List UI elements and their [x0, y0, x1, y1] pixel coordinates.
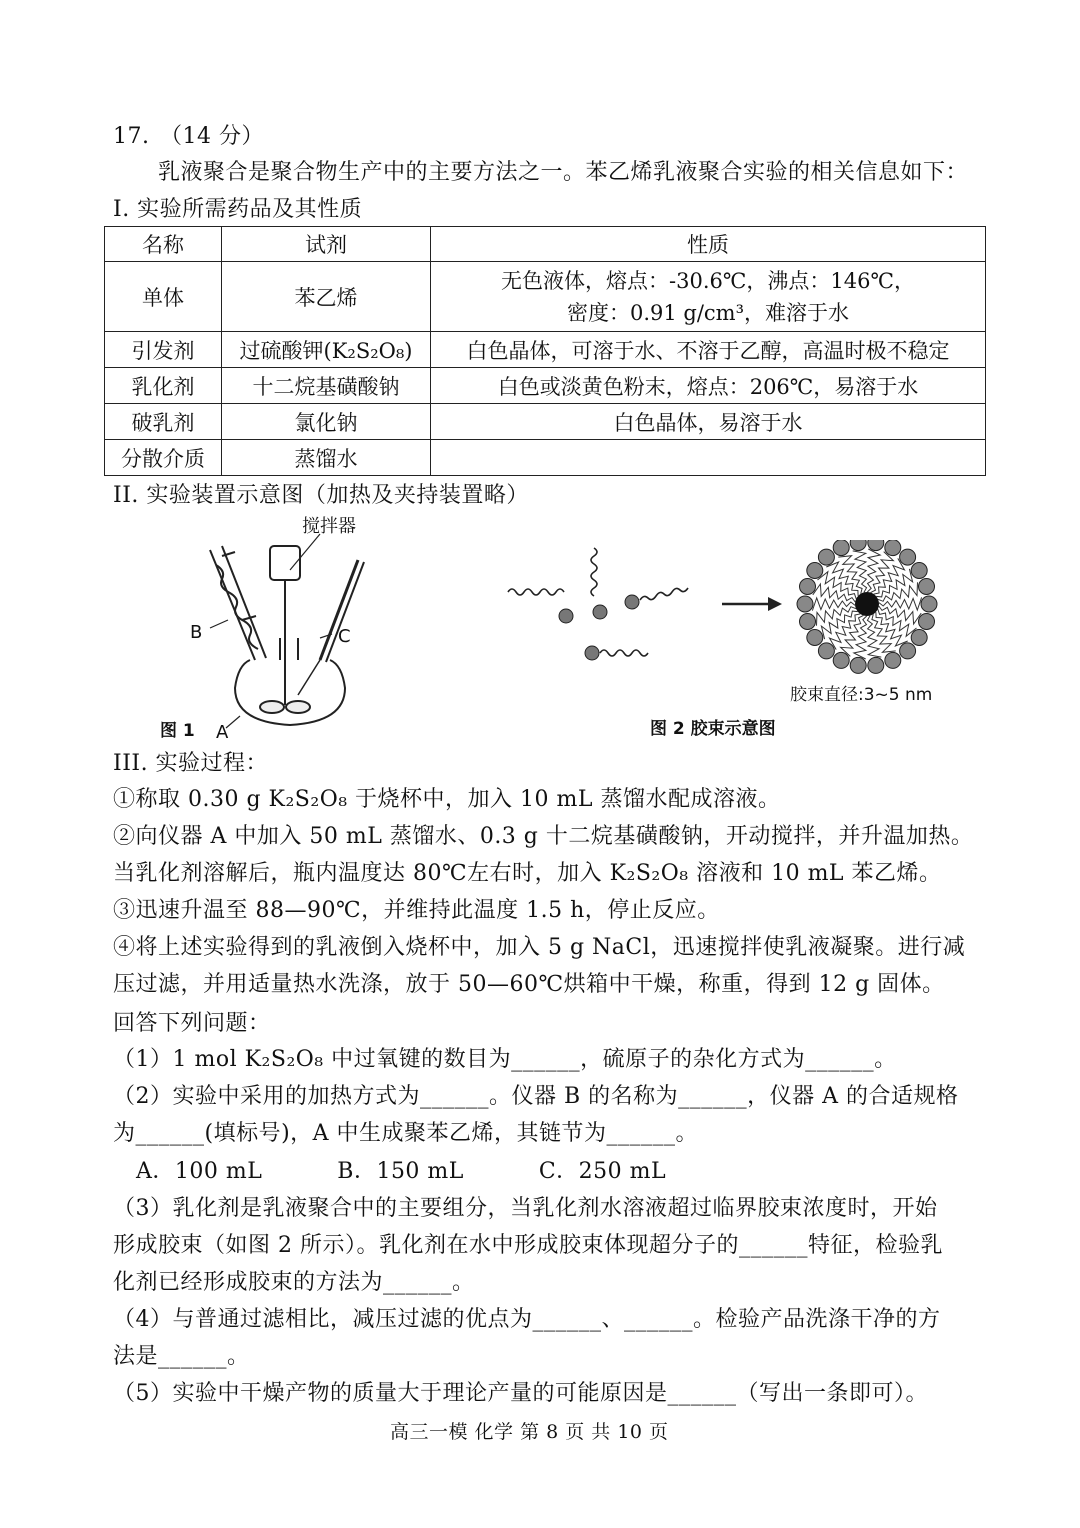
micelle-diameter-label: 胶束直径:3~5 nm: [790, 685, 933, 705]
arrow-head: [768, 597, 782, 611]
cell-name: 乳化剂: [105, 368, 222, 404]
cell-name: 破乳剂: [105, 404, 222, 440]
figure2-caption: 图 2 胶束示意图: [650, 719, 776, 739]
micelle-head: [919, 614, 935, 630]
table-header-row: [105, 227, 986, 262]
micelle-head: [800, 614, 816, 630]
surfactant-tail: [600, 650, 648, 656]
surfactant-tail: [591, 548, 597, 596]
section1-heading: I. 实验所需药品及其性质: [113, 197, 363, 222]
micelle-tail: [878, 582, 918, 601]
question-intro: 乳液聚合是聚合物生产中的主要方法之一。苯乙烯乳液聚合实验的相关信息如下：: [158, 160, 969, 185]
header-props: 性质: [431, 227, 986, 262]
cell-name: 引发剂: [105, 332, 222, 368]
step-line: ④将上述实验得到的乳液倒入烧杯中，加入 5 g NaCl，迅速搅拌使乳液凝聚。进行减: [113, 935, 966, 960]
micelle-head: [900, 549, 916, 565]
micelle-head: [833, 652, 849, 668]
stirrer-label: 搅拌器: [302, 516, 356, 537]
micelle-core: [855, 592, 879, 616]
question-line: （4）与普通过滤相比，减压过滤的优点为______、______。检验产品洗涤干净的方: [113, 1307, 941, 1332]
cell-name: 单体: [105, 262, 222, 332]
surfactant-head: [593, 605, 607, 619]
cell-reagent: 氯化钠: [222, 404, 431, 440]
step-line: ②向仪器 A 中加入 50 mL 蒸馏水、0.3 g 十二烷基磺酸钠，开动搅拌，并升温加热。: [113, 824, 974, 849]
flask-body: [235, 660, 345, 725]
cell-reagent: 苯乙烯: [222, 262, 431, 332]
question-line: （3）乳化剂是乳液聚合中的主要组分，当乳化剂水溶液超过临界胶束浓度时，开始: [113, 1196, 938, 1221]
table-row: [105, 368, 986, 404]
micelle-head: [911, 563, 927, 579]
step-line: 当乳化剂溶解后，瓶内温度达 80℃左右时，加入 K₂S₂O₈ 溶液和 10 mL 苯乙烯。: [113, 861, 942, 886]
reagent-table: [104, 226, 986, 476]
micelle-head: [807, 563, 823, 579]
props-line-1: 无色液体，熔点：-30.6℃，沸点：146℃，: [501, 268, 915, 293]
table-row: [105, 262, 986, 332]
micelle-tail: [838, 556, 862, 594]
table-row: [105, 404, 986, 440]
step-line: 压过滤，并用适量热水洗涤，放于 50—60℃烘箱中干燥，称重，得到 12 g 固体。: [113, 972, 945, 997]
cell-reagent: 十二烷基磺酸钠: [222, 368, 431, 404]
table-row: [105, 332, 986, 368]
micelle: [797, 540, 937, 673]
question-line: （5）实验中干燥产物的质量大于理论产量的可能原因是______（写出一条即可）。: [113, 1381, 928, 1406]
cell-props: [431, 440, 986, 476]
micelle-head: [833, 540, 849, 556]
micelle-tail: [817, 607, 857, 626]
cell-props: 白色或淡黄色粉末，熔点：206℃，易溶于水: [431, 368, 986, 404]
cell-props: [431, 262, 986, 332]
question-line: （1）1 mol K₂S₂O₈ 中过氧键的数目为______，硫原子的杂化方式为______。: [113, 1047, 897, 1072]
micelle-head: [868, 540, 884, 551]
question-line: 形成胶束（如图 2 所示）。乳化剂在水中形成胶束体现超分子的______特征，检验乳: [113, 1233, 943, 1258]
surfactant-head: [625, 595, 639, 609]
micelle-head: [797, 596, 813, 612]
surfactant-head: [559, 609, 573, 623]
apparatus-figure: [180, 510, 380, 740]
cell-props: 白色晶体，可溶于水、不溶于乙醇，高温时极不稳定: [431, 332, 986, 368]
cell-reagent: 蒸馏水: [222, 440, 431, 476]
header-name: 名称: [105, 227, 222, 262]
surfactant-head: [585, 646, 599, 660]
surfactant-tail: [508, 589, 564, 595]
section2-heading: II. 实验装置示意图（加热及夹持装置略）: [113, 483, 529, 508]
micelle-head: [921, 596, 937, 612]
step-line: ③迅速升温至 88—90℃，并维持此温度 1.5 h，停止反应。: [113, 898, 720, 923]
label-B: B: [190, 622, 203, 643]
question-line: 化剂已经形成胶束的方法为______。: [113, 1270, 475, 1295]
label-C: C: [338, 626, 351, 647]
table-row: [105, 440, 986, 476]
question-line: 为______(填标号)，A 中生成聚苯乙烯，其链节为______。: [113, 1121, 699, 1146]
options-line: A．100 mL B．150 mL C．250 mL: [136, 1159, 667, 1184]
micelle-head: [850, 540, 866, 551]
micelle-head: [850, 657, 866, 673]
label-A: A: [216, 722, 229, 743]
micelle-head: [800, 579, 816, 595]
micelle-head: [900, 643, 916, 659]
surfactant-tail: [640, 588, 688, 600]
header-reagent: 试剂: [222, 227, 431, 262]
question-line: 法是______。: [113, 1344, 250, 1369]
question-number: 17.: [113, 124, 150, 149]
micelle-head: [818, 643, 834, 659]
micelle-head: [885, 540, 901, 556]
step-line: ①称取 0.30 g K₂S₂O₈ 于烧杯中，加入 10 mL 蒸馏水配成溶液。: [113, 787, 781, 812]
cell-props: 白色晶体，易溶于水: [431, 404, 986, 440]
micelle-head: [807, 630, 823, 646]
question-line: （2）实验中采用的加热方式为______。仪器 B 的名称为______，仪器 A 的合适规格: [113, 1084, 959, 1109]
props-line-2: 密度：0.91 g/cm³，难溶于水: [566, 300, 850, 325]
cell-name: 分散介质: [105, 440, 222, 476]
figure1-caption: 图 1: [160, 721, 195, 741]
cell-reagent: 过硫酸钾(K₂S₂O₈): [222, 332, 431, 368]
micelle-head: [919, 579, 935, 595]
micelle-tail: [872, 614, 896, 652]
section3-heading: III. 实验过程：: [113, 751, 269, 776]
question-score: （14 分）: [160, 124, 264, 149]
micelle-head: [911, 630, 927, 646]
page-footer: 高三一模 化学 第 8 页 共 10 页: [390, 1421, 669, 1443]
micelle-figure: [500, 540, 950, 690]
micelle-head: [885, 652, 901, 668]
micelle-head: [818, 549, 834, 565]
questions-prompt: 回答下列问题：: [113, 1011, 271, 1036]
micelle-head: [868, 657, 884, 673]
